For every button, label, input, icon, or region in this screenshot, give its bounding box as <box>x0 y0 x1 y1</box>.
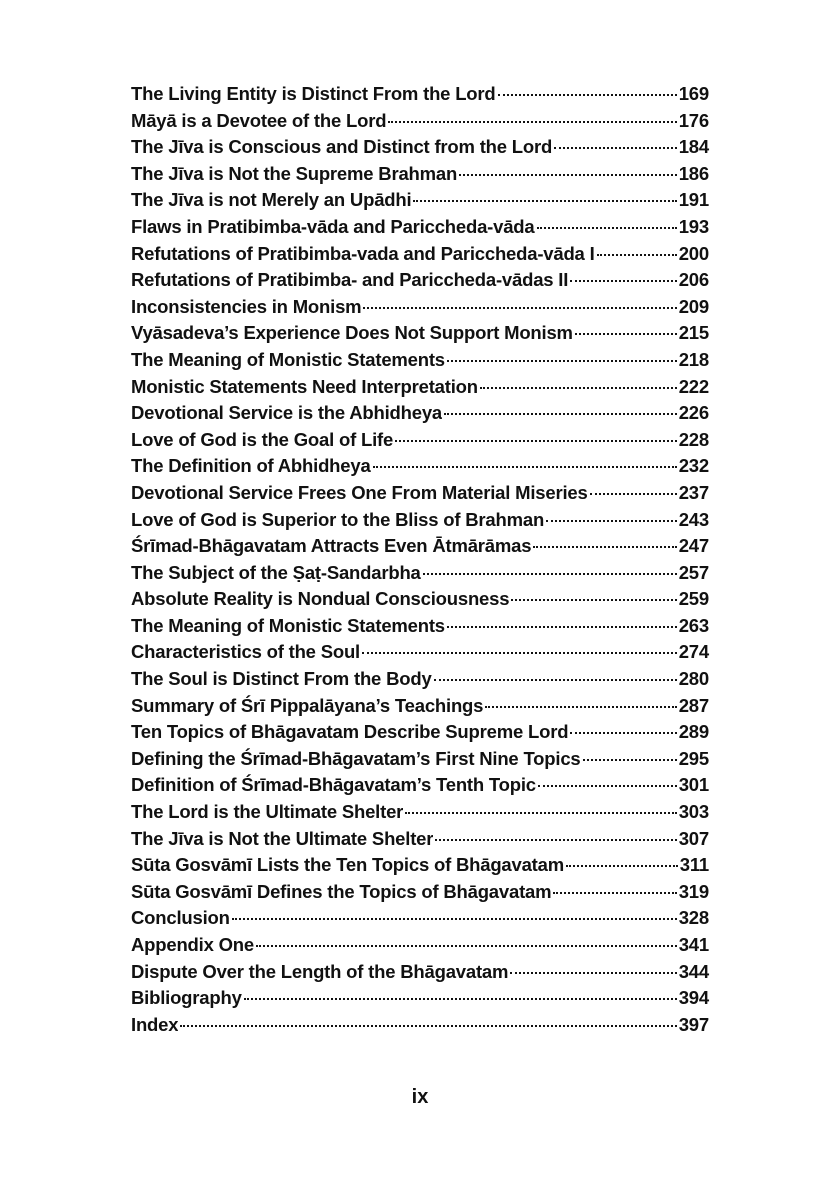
toc-entry <box>131 136 709 163</box>
dot-leader <box>533 546 676 548</box>
dot-leader <box>570 280 677 282</box>
dot-leader <box>575 333 677 335</box>
toc-entry-page: 218 <box>678 348 709 370</box>
dot-leader <box>405 812 677 814</box>
toc-entry <box>131 1014 709 1041</box>
dot-leader <box>546 520 677 522</box>
toc-entry-title: The Jīva is Not the Ultimate Shelter <box>131 827 434 849</box>
dot-leader <box>498 94 677 96</box>
toc-entry-title: Refutations of Pratibimba- and Pariccheda-vādas II <box>131 269 569 291</box>
toc-entry-page: 295 <box>678 747 709 769</box>
toc-entry-title: Śrīmad-Bhāgavatam Attracts Even Ātmārāmas <box>131 535 532 557</box>
toc-entry-page: 184 <box>678 136 709 158</box>
toc-entry-title: The Soul is Distinct From the Body <box>131 668 432 690</box>
toc-entry <box>131 110 709 137</box>
toc-entry <box>131 961 709 988</box>
toc-entry-page: 319 <box>678 880 709 902</box>
toc-entry <box>131 296 709 323</box>
dot-leader <box>511 599 676 601</box>
dot-leader <box>510 972 676 974</box>
toc-entry <box>131 376 709 403</box>
toc-entry-title: Sūta Gosvāmī Lists the Ten Topics of Bhāgavatam <box>131 854 564 876</box>
toc-entry-title: Inconsistencies in Monism <box>131 295 362 317</box>
toc-entry-title: Appendix One <box>131 934 254 955</box>
toc-entry-page: 209 <box>678 295 709 317</box>
toc-entry <box>131 748 709 775</box>
toc-entry-title: Love of God is the Goal of Life <box>131 428 394 450</box>
toc-entry-page: 191 <box>678 189 709 211</box>
toc-entry <box>131 163 709 190</box>
toc-entry-page: 263 <box>678 614 709 636</box>
dot-leader <box>373 466 677 468</box>
toc-entry <box>131 189 709 216</box>
toc-entry <box>131 695 709 722</box>
toc-entry <box>131 455 709 482</box>
toc-entry-title: The Meaning of Monistic Statements <box>131 614 445 636</box>
toc-entry-page: 193 <box>678 215 709 237</box>
toc-entry-title: The Jīva is Conscious and Distinct from the Lord <box>131 136 553 158</box>
toc-entry-page: 344 <box>678 960 709 982</box>
toc-entry-title: Index <box>131 1013 179 1035</box>
dot-leader <box>459 174 677 176</box>
toc-entry-title: Flaws in Pratibimba-vāda and Pariccheda-vāda <box>131 215 535 237</box>
dot-leader <box>590 493 677 495</box>
toc-entry-page: 222 <box>678 375 709 397</box>
toc-entry-title: Dispute Over the Length of the Bhāgavatam <box>131 960 509 982</box>
toc-entry-page: 394 <box>678 987 709 1009</box>
toc-entry-title: The Living Entity is Distinct From the Lord <box>131 83 496 104</box>
dot-leader <box>388 121 676 123</box>
toc-entry-page: 303 <box>678 801 709 823</box>
dot-leader <box>583 759 677 761</box>
toc-entry-page: 247 <box>678 535 709 557</box>
toc-entry-page: 243 <box>678 508 709 530</box>
toc-entry-page: 301 <box>678 774 709 796</box>
dot-leader <box>538 785 677 787</box>
toc-entry <box>131 322 709 349</box>
toc-entry-title: Definition of Śrīmad-Bhāgavatam’s Tenth Topic <box>131 774 536 796</box>
toc-entry <box>131 588 709 615</box>
toc-entry-page: 226 <box>678 402 709 424</box>
dot-leader <box>244 998 677 1000</box>
dot-leader <box>485 706 676 708</box>
toc-entry <box>131 269 709 296</box>
toc-entry <box>131 482 709 509</box>
dot-leader <box>447 626 677 628</box>
toc-entry-page: 176 <box>678 109 709 131</box>
toc-entry-title: Sūta Gosvāmī Defines the Topics of Bhāgavatam <box>131 880 552 902</box>
toc-entry <box>131 509 709 536</box>
dot-leader <box>435 839 676 841</box>
toc-entry-title: Refutations of Pratibimba-vada and Pariccheda-vāda I <box>131 242 595 264</box>
toc-entry-page: 287 <box>678 694 709 716</box>
toc-entry-title: Bibliography <box>131 987 242 1009</box>
dot-leader <box>566 865 678 867</box>
toc-entry <box>131 721 709 748</box>
toc-entry-title: Ten Topics of Bhāgavatam Describe Supreme Lord <box>131 721 569 743</box>
toc-entry <box>131 429 709 456</box>
toc-entry-page: 206 <box>678 269 709 291</box>
toc-entry <box>131 934 709 961</box>
toc-entry-title: The Jīva is not Merely an Upādhi <box>131 189 412 211</box>
dot-leader <box>537 227 677 229</box>
dot-leader <box>444 413 677 415</box>
toc-entry-title: Defining the Śrīmad-Bhāgavatam’s First Nine Topics <box>131 747 581 769</box>
toc-entry-page: 186 <box>678 162 709 184</box>
dot-leader <box>554 147 677 149</box>
toc-entry <box>131 668 709 695</box>
toc-entry-title: Summary of Śrī Pippalāyana’s Teachings <box>131 694 484 716</box>
toc-entry-title: The Lord is the Ultimate Shelter <box>131 801 404 823</box>
dot-leader <box>553 892 676 894</box>
toc-entry-title: Characteristics of the Soul <box>131 641 360 663</box>
dot-leader <box>447 360 677 362</box>
dot-leader <box>256 945 677 947</box>
toc-entry <box>131 535 709 562</box>
toc-entry <box>131 349 709 376</box>
toc-entry-page: 341 <box>678 934 709 955</box>
dot-leader <box>395 440 677 442</box>
toc-entry-page: 289 <box>678 721 709 743</box>
toc-entry <box>131 907 709 934</box>
dot-leader <box>180 1025 676 1027</box>
toc-entry-page: 232 <box>678 455 709 477</box>
toc-entry-title: The Meaning of Monistic Statements <box>131 348 445 370</box>
dot-leader <box>597 254 677 256</box>
page-number: ix <box>411 1086 429 1108</box>
toc-entry <box>131 615 709 642</box>
toc-entry <box>131 881 709 908</box>
table-of-contents <box>131 83 709 1040</box>
toc-entry-title: Devotional Service is the Abhidheya <box>131 402 443 424</box>
dot-leader <box>570 732 676 734</box>
toc-entry <box>131 83 709 110</box>
toc-entry-page: 237 <box>678 481 709 503</box>
toc-entry <box>131 987 709 1014</box>
toc-entry-page: 215 <box>678 322 709 344</box>
dot-leader <box>480 387 677 389</box>
toc-entry <box>131 828 709 855</box>
toc-entry-title: Devotional Service Frees One From Material Miseries <box>131 481 588 503</box>
toc-entry <box>131 243 709 270</box>
dot-leader <box>413 200 676 202</box>
toc-entry-page: 311 <box>679 854 709 876</box>
toc-entry <box>131 562 709 589</box>
dot-leader <box>232 918 677 920</box>
toc-entry-page: 259 <box>678 588 709 610</box>
toc-entry <box>131 801 709 828</box>
toc-entry-page: 397 <box>678 1013 709 1035</box>
toc-entry-page: 280 <box>678 668 709 690</box>
toc-entry <box>131 641 709 668</box>
toc-entry-title: The Jīva is Not the Supreme Brahman <box>131 162 458 184</box>
toc-entry-title: Vyāsadeva’s Experience Does Not Support Monism <box>131 322 573 344</box>
toc-entry-title: The Subject of the Ṣaṭ-Sandarbha <box>131 561 421 583</box>
toc-entry-page: 307 <box>678 827 709 849</box>
toc-entry-page: 200 <box>678 242 709 264</box>
dot-leader <box>423 573 677 575</box>
toc-entry <box>131 402 709 429</box>
dot-leader <box>363 307 676 309</box>
toc-entry <box>131 216 709 243</box>
toc-entry-page: 228 <box>678 428 709 450</box>
toc-entry-title: Māyā is a Devotee of the Lord <box>131 109 387 131</box>
toc-entry <box>131 774 709 801</box>
toc-entry-title: Monistic Statements Need Interpretation <box>131 375 478 397</box>
toc-entry <box>131 854 709 881</box>
toc-entry-page: 274 <box>678 641 709 663</box>
toc-entry-title: Conclusion <box>131 907 230 929</box>
dot-leader <box>434 679 677 681</box>
toc-entry-page: 328 <box>678 907 709 929</box>
toc-entry-title: The Definition of Abhidheya <box>131 455 371 477</box>
toc-entry-page: 169 <box>678 83 709 104</box>
toc-entry-page: 257 <box>678 561 709 583</box>
toc-entry-title: Love of God is Superior to the Bliss of Brahman <box>131 508 545 530</box>
toc-entry-title: Absolute Reality is Nondual Consciousness <box>131 588 510 610</box>
dot-leader <box>362 652 677 654</box>
